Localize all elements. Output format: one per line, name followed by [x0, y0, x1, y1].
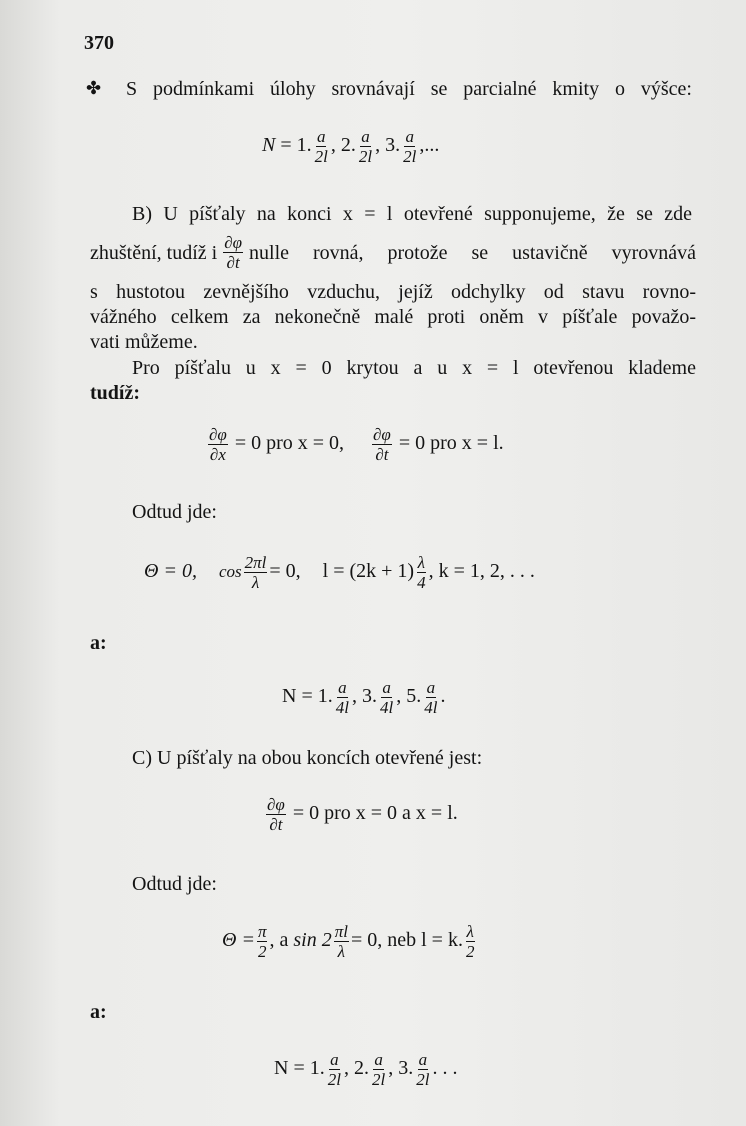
part-b-line-2: zhuštění, tudíž i $\frac{\partial\varphi}{\partial t}$ nulle rovná, protože se ustavičně vyrovnává	[90, 233, 696, 272]
part-b-line-5: vati můžeme.	[90, 331, 198, 353]
equation-partial-tones-1: N = 1. $\frac{a}{2l}$ , 2. $\frac{a}{2l}$ , 3. $\frac{a}{2l}$ ,...	[262, 127, 440, 166]
equation-boundary-c: $\frac{\partial\varphi}{\partial t}$ = 0 pro x = 0 a x = l.	[267, 795, 458, 834]
equation-solution-c: Θ = $\frac{\pi}{2}$ , a sin 2 $\frac{\pi l}{\lambda}$ = 0, neb l = k. $\frac{\lambda}{2}$	[222, 922, 475, 961]
a-label-2: a:	[90, 1001, 107, 1023]
part-b-line-4: vážného celkem za nekonečně malé proti oněm v píšťale považo-	[90, 306, 696, 328]
part-b-line-1: B) U píšťaly na konci x = l otevřené supponujeme, že se zde	[132, 203, 692, 225]
part-b-line-3: s hustotou zevnějšího vzduchu, jejíž odchylky od stavu rovno-	[90, 281, 696, 303]
part-b-line-6: Pro píšťalu u x = 0 krytou a u x = l otevřenou klademe	[132, 357, 696, 379]
part-c-heading: C) U píšťaly na obou koncích otevřené jest:	[132, 747, 483, 769]
equation-partial-tones-3: N = 1. $\frac{a}{2l}$ , 2. $\frac{a}{2l}$ , 3. $\frac{a}{2l}$ . . .	[274, 1050, 458, 1089]
a-label-1: a:	[90, 632, 107, 654]
odtud-label-2: Odtud jde:	[132, 873, 217, 895]
page-number: 370	[84, 32, 114, 54]
equation-solution-b: Θ = 0, cos $\frac{2\pi l}{\lambda}$ = 0, l = (2k + 1) $\frac{\lambda}{4}$ , k = 1, 2, . . .	[144, 553, 535, 592]
odtud-label-1: Odtud jde:	[132, 501, 217, 523]
paragraph-intro: S podmínkami úlohy srovnávají se parcialné kmity o výšce:	[126, 78, 692, 100]
equation-partial-tones-2: N = 1. $\frac{a}{4l}$ , 3. $\frac{a}{4l}$ , 5. $\frac{a}{4l}$ .	[282, 678, 446, 717]
equation-boundary-b: $\frac{\partial\varphi}{\partial x}$ = 0 pro x = 0, $\frac{\partial\varphi}{\partial t}$ = 0 pro x = l.	[209, 425, 504, 464]
paragraph-marker: ✤	[86, 78, 102, 98]
part-b-line-7: tudíž:	[90, 382, 140, 404]
